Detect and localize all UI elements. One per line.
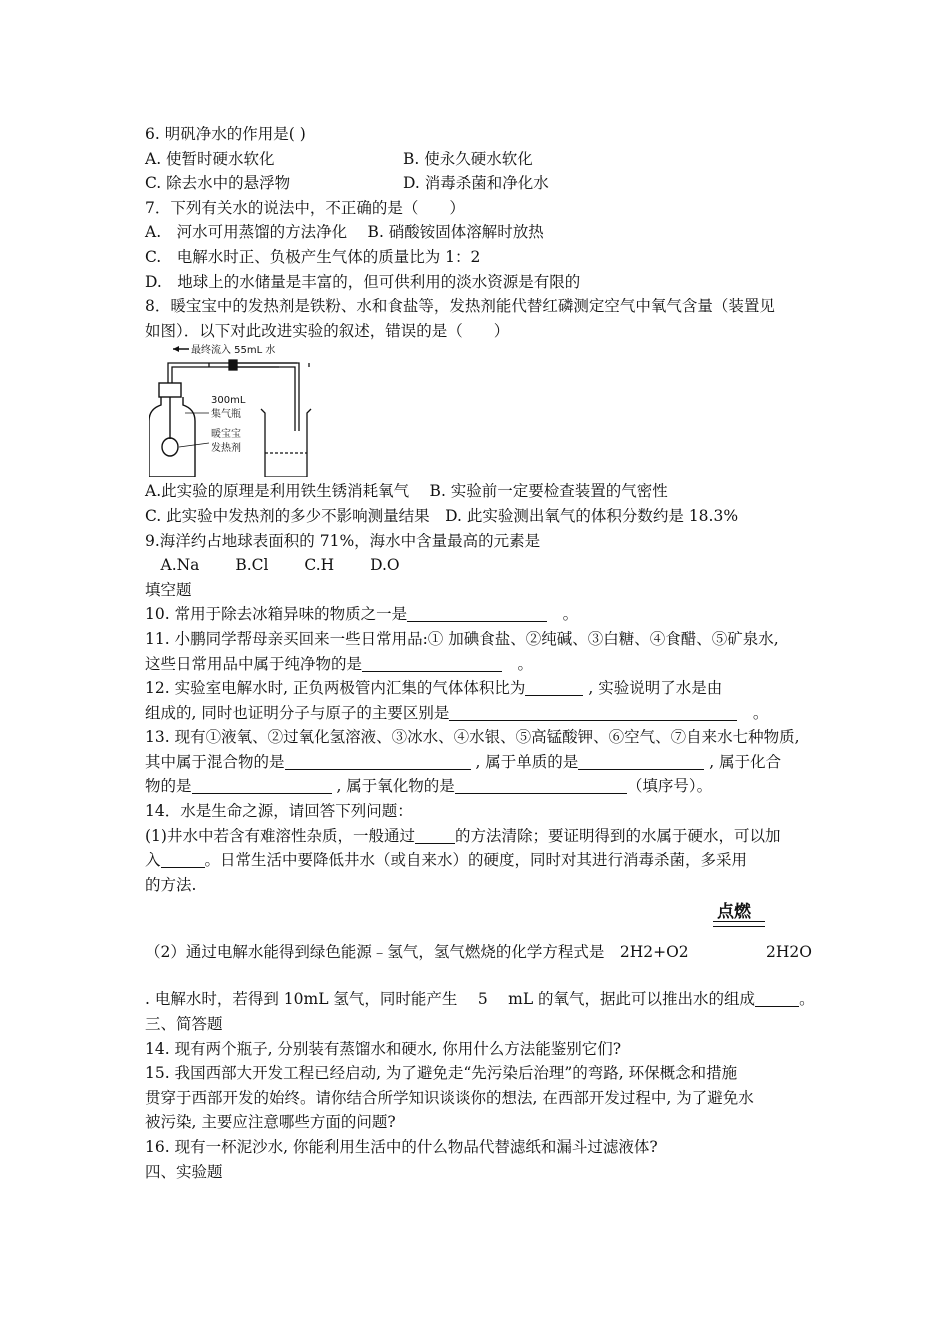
q12-text-3: 组成的, 同时也证明分子与原子的主要区别是 — [145, 703, 450, 722]
bottle-volume-label: 300mL — [211, 395, 246, 407]
q12-blank-1[interactable] — [525, 678, 583, 696]
q14-equation-product: 2H2O — [766, 943, 812, 962]
q12-blank-2[interactable] — [449, 703, 737, 721]
q14-blank-composition[interactable] — [755, 989, 799, 1007]
q11-text: 这些日常用品中属于纯净物的是 — [145, 654, 363, 673]
q14-text-e: . 电解水时，若得到 10mL 氢气，同时能产生 5 mL 的氧气，据此可以推出水的组成 — [145, 990, 756, 1009]
q6-option-a: A. 使暂时硬水软化 — [145, 149, 275, 168]
condition-label: 点燃 — [717, 902, 751, 923]
q6-option-b: B. 使永久硬水软化 — [403, 149, 533, 168]
q14-equation-text: （2）通过电解水能得到绿色能源﹣氢气，氢气燃烧的化学方程式是 2H2+O2 — [145, 943, 689, 962]
q13-blank-mixture[interactable] — [285, 752, 471, 770]
q8-options-cd: C. 此实验中发热剂的多少不影响测量结果 D. 此实验测出氧气的体积分数约是 18.3% — [145, 506, 739, 525]
q14-text-f: 。 — [799, 990, 815, 1009]
q14-part2-equation — [145, 937, 815, 967]
q7-options-ab: A. 河水可用蒸馏的方法净化 B. 硝酸铵固体溶解时放热 — [145, 223, 544, 242]
q14-part1-line-3: 的方法. — [145, 875, 197, 894]
q11-line-2 — [145, 652, 815, 677]
q11-line-1: 11. 小鹏同学帮母亲买回来一些日常用品:① 加碘食盐、②纯碱、③白糖、④食醋、⑤矿泉水, — [145, 629, 779, 648]
section-exp-heading: 四、实验题 — [145, 1162, 223, 1181]
q14-text-b: 的方法清除；要证明得到的水属于硬水，可以加 — [454, 826, 781, 845]
q14-part1-line-1 — [145, 824, 815, 849]
q15-line-2: 贯穿于西部开发的始终。请你结合所学知识谈谈你的想法, 在西部开发过程中, 为了避免水 — [145, 1088, 754, 1107]
q10-blank[interactable] — [407, 604, 547, 622]
q9-options: A.Na B.Cl C.H D.O — [145, 556, 400, 575]
q14-text-d: 。日常生活中要降低井水（或自来水）的硬度，同时对其进行消毒杀菌，多采用 — [204, 851, 748, 870]
gas-bottle — [149, 383, 195, 477]
q13-text-e: , 属于氧化物的是 — [331, 777, 455, 796]
q13-text-c: , 属于化合 — [704, 752, 782, 771]
arrow-label: 最终流入 55mL 水 — [191, 345, 276, 357]
q14-part2-line-2 — [145, 987, 815, 1012]
heater-label-2: 发热剂 — [211, 443, 241, 455]
q8-stem-line-2: 如图）．以下对此改进实验的叙述，错误的是（ ） — [145, 321, 510, 340]
section-fill-heading: 填空题 — [145, 580, 192, 599]
q14-stem: 14．水是生命之源，请回答下列问题： — [145, 802, 413, 821]
beaker — [261, 409, 311, 477]
q12-line-2 — [145, 701, 815, 726]
q14b: 14. 现有两个瓶子, 分别装有蒸馏水和硬水, 你用什么方法能鉴别它们? — [145, 1039, 622, 1058]
q9-stem: 9.海洋约占地球表面积的 71%，海水中含量最高的元素是 — [145, 531, 541, 550]
q6-option-c: C. 除去水中的悬浮物 — [145, 174, 291, 193]
reaction-double-line — [713, 921, 765, 927]
q13-line-3 — [145, 774, 815, 799]
q10 — [145, 602, 815, 627]
q13-text-b: , 属于单质的是 — [470, 752, 579, 771]
section-short-heading: 三、简答题 — [145, 1015, 223, 1034]
q15-line-1: 15. 我国西部大开发工程已经启动, 为了避免走“先污染后治理”的弯路, 环保概念和措施 — [145, 1064, 738, 1083]
q6-stem: 6. 明矾净水的作用是( ) — [145, 125, 306, 143]
document-page — [145, 122, 815, 1184]
q7-option-d: D. 地球上的水储量是丰富的，但可供利用的淡水资源是有限的 — [145, 272, 581, 291]
q12-text-2: , 实验说明了水是由 — [583, 679, 723, 698]
q13-blank-compound[interactable] — [192, 776, 332, 794]
q14-blank-reagent[interactable] — [161, 850, 205, 868]
q7-stem: 7．下列有关水的说法中，不正确的是（ ） — [145, 198, 465, 217]
q6-options-row-1 — [145, 147, 815, 172]
q12-end: 。 — [737, 703, 769, 722]
q11-blank[interactable] — [362, 654, 502, 672]
q8-options-ab: A.此实验的原理是利用铁生锈消耗氧气 B. 实验前一定要检查装置的气密性 — [145, 482, 668, 501]
q11-end: 。 — [502, 654, 534, 673]
q13-blank-oxide[interactable] — [455, 776, 627, 794]
q14-text-c: 入 — [145, 851, 161, 870]
flow-arrow-icon — [173, 346, 189, 352]
q7-option-c: C. 电解水时正、负极产生气体的质量比为 1：2 — [145, 247, 481, 266]
q12-line-1 — [145, 676, 815, 701]
reaction-condition — [145, 897, 815, 937]
q14-text-a: (1)井水中若含有难溶性杂质，一般通过 — [145, 826, 415, 845]
q16: 16. 现有一杯泥沙水, 你能利用生活中的什么物品代替滤纸和漏斗过滤液体? — [145, 1138, 658, 1156]
q13-line-1: 13. 现有①液氧、②过氧化氢溶液、③冰水、④水银、⑤高锰酸钾、⑥空气、⑦自来水七种物质, — [145, 728, 800, 747]
q12-text-1: 12. 实验室电解水时, 正负两极管内汇集的气体体积比为 — [145, 679, 526, 698]
q15-line-3: 被污染, 主要应注意哪些方面的问题? — [145, 1113, 396, 1132]
q13-text-a: 其中属于混合物的是 — [145, 752, 285, 771]
q8-apparatus-figure — [145, 343, 815, 479]
q14-blank-method[interactable] — [415, 826, 455, 844]
q10-end: 。 — [547, 605, 579, 624]
bottle-name-label: 集气瓶 — [211, 409, 241, 421]
q10-text: 10. 常用于除去冰箱异味的物质之一是 — [145, 605, 408, 624]
q6-option-d: D. 消毒杀菌和净化水 — [403, 174, 549, 193]
q8-stem-line-1: 8．暖宝宝中的发热剂是铁粉、水和食盐等，发热剂能代替红磷测定空气中氧气含量（装置见 — [145, 297, 775, 316]
q13-line-2 — [145, 750, 815, 775]
heater-label-1: 暖宝宝 — [211, 429, 241, 441]
apparatus-diagram — [149, 343, 439, 477]
q13-text-f: （填序号）。 — [626, 777, 713, 796]
q14-part1-line-2 — [145, 848, 815, 873]
q6-options-row-2 — [145, 171, 815, 196]
q13-blank-element[interactable] — [578, 752, 704, 770]
q13-text-d: 物的是 — [145, 777, 192, 796]
